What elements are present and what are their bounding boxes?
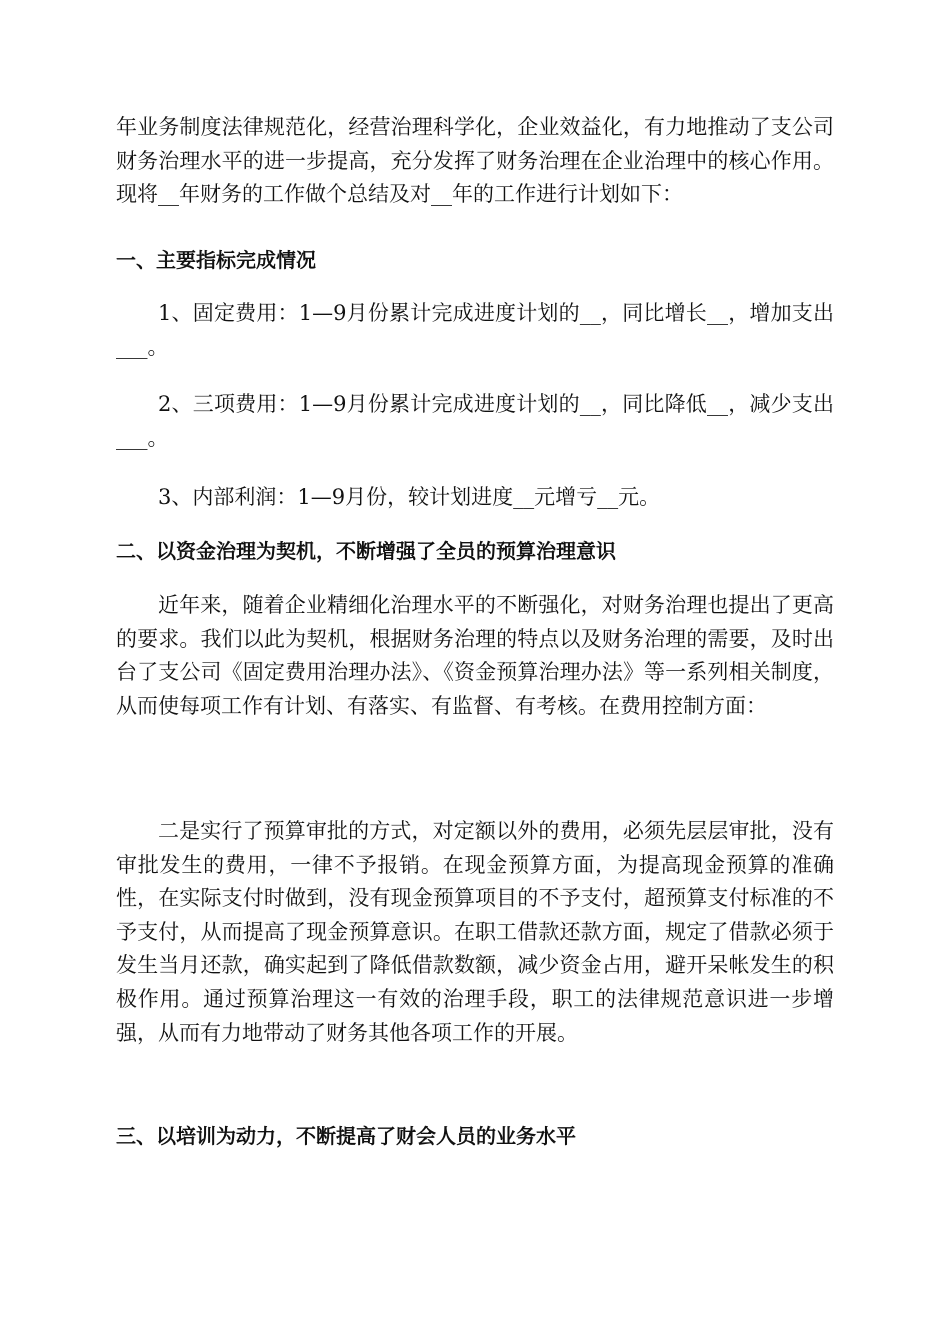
section-2-heading: 二、以资金治理为契机，不断增强了全员的预算治理意识 [116,539,616,563]
internal-profit-paragraph: 3、内部利润：1—9月份，较计划进度__元增亏__元。 [158,485,661,509]
budget-paragraph: 近年来，随着企业精细化治理水平的不断强化，对财务治理也提出了更高的要求。我们以此为契机，根据财务治理的特点以及财务治理的需要，及时出台了支公司《固定费用治理办法》、《资金预算治理办法》等一系列相关制度，从而使每项工作有计划、有落实、有监督、有考核。在费用控制方面： [116,593,834,718]
approval-paragraph: 二是实行了预算审批的方式，对定额以外的费用，必须先层层审批，没有审批发生的费用，一律不予报销。在现金预算方面，为提高现金预算的准确性，在实际支付时做到，没有现金预算项目的不予支付，超预算支付标准的不予支付，从而提高了现金预算意识。在职工借款还款方面，规定了借款必须于发生当月还款，确实起到了降低借款数额，减少资金占用，避开呆帐发生的积极作用。通过预算治理这一有效的治理手段，职工的法律规范意识进一步增强，从而有力地带动了财务其他各项工作的开展。 [116,819,834,1045]
section-3-heading: 三、以培训为动力，不断提高了财会人员的业务水平 [116,1124,576,1148]
fixed-cost-paragraph: 1、固定费用：1—9月份累计完成进度计划的__，同比增长__，增加支出___。 [116,301,834,359]
section-1-heading: 一、主要指标完成情况 [116,248,316,272]
three-costs-paragraph: 2、三项费用：1—9月份累计完成进度计划的__，同比降低__，减少支出___。 [116,392,834,450]
intro-paragraph: 年业务制度法律规范化，经营治理科学化，企业效益化，有力地推动了支公司财务治理水平的进一步提高，充分发挥了财务治理在企业治理中的核心作用。现将__年财务的工作做个总结及对__年的工作进行计划如下： [116,115,834,207]
